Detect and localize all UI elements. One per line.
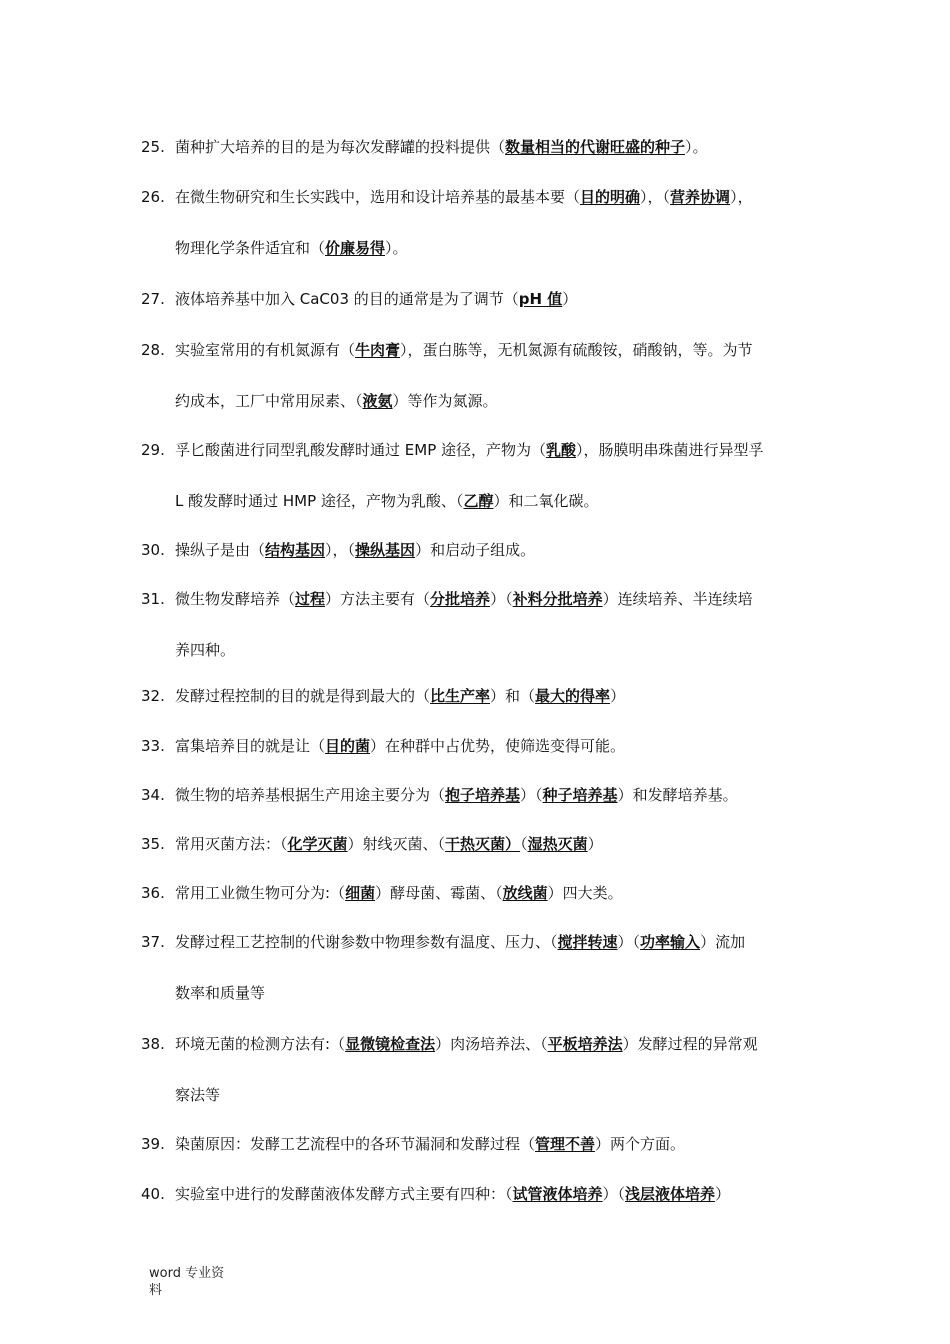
question-number: 26. bbox=[141, 188, 165, 206]
question-text: ）（ bbox=[617, 933, 641, 951]
question-text-line bbox=[175, 883, 623, 903]
question-number: 29. bbox=[141, 441, 165, 459]
question-text: ） bbox=[715, 1185, 731, 1203]
answer-text: 试管液体培养 bbox=[512, 1185, 603, 1203]
question-text: ）（ bbox=[490, 590, 513, 608]
answer-text: 补料分批培养 bbox=[512, 590, 603, 608]
question-text: ）和（ bbox=[490, 687, 536, 705]
question-text-line bbox=[175, 1034, 758, 1054]
question-item bbox=[141, 540, 821, 560]
question-number: 37. bbox=[141, 933, 165, 951]
question-text: ）流加 bbox=[700, 933, 746, 951]
question-text-line bbox=[175, 289, 577, 309]
answer-text: 操纵基因 bbox=[355, 541, 416, 559]
question-item bbox=[141, 1134, 821, 1154]
footer-note bbox=[149, 1265, 224, 1299]
question-text-line bbox=[175, 983, 265, 1003]
question-text: 察法等 bbox=[175, 1086, 221, 1104]
answer-text: 搅拌转速 bbox=[557, 933, 618, 951]
answer-text: 湿热灭菌 bbox=[527, 835, 588, 853]
question-text: ）。 bbox=[685, 138, 708, 156]
question-item bbox=[141, 589, 821, 660]
question-number: 36. bbox=[141, 884, 165, 902]
question-text: ）四大类。 bbox=[547, 884, 623, 902]
question-text: 富集培养目的就是让（ bbox=[175, 737, 326, 755]
question-item bbox=[141, 834, 821, 854]
question-text: 操纵子是由（ bbox=[175, 541, 266, 559]
question-text-line bbox=[175, 785, 738, 805]
question-text: ）连续培养、半连续培 bbox=[602, 590, 753, 608]
question-text: 常用灭菌方法：（ bbox=[175, 835, 288, 853]
answer-text: 营养协调 bbox=[670, 188, 731, 206]
question-text: ），蛋白胨等，无机氮源有硫酸铵，硝酸钠，等。为节 bbox=[400, 341, 753, 359]
answer-text: 目的明确 bbox=[580, 188, 641, 206]
question-text: 实验室中进行的发酵菌液体发酵方式主要有四种：（ bbox=[175, 1185, 513, 1203]
question-number: 32. bbox=[141, 687, 165, 705]
question-text-line bbox=[175, 187, 753, 207]
answer-text: 数量相当的代谢旺盛的种子 bbox=[505, 138, 686, 156]
question-text-line bbox=[175, 540, 535, 560]
question-text: ）方法主要有（ bbox=[325, 590, 431, 608]
question-item bbox=[141, 187, 821, 258]
answer-text: 结构基因 bbox=[265, 541, 326, 559]
question-text: ） bbox=[562, 290, 578, 308]
question-item bbox=[141, 785, 821, 805]
question-text-line bbox=[175, 686, 625, 706]
answer-text: 乙醇 bbox=[463, 492, 494, 510]
question-number: 38. bbox=[141, 1035, 165, 1053]
question-text-line bbox=[175, 137, 708, 157]
question-text-line bbox=[175, 589, 753, 609]
question-text-line bbox=[175, 238, 408, 258]
question-text-line bbox=[175, 1134, 685, 1154]
question-number: 39. bbox=[141, 1135, 165, 1153]
question-text-line bbox=[175, 932, 745, 952]
question-item bbox=[141, 1184, 821, 1204]
question-item bbox=[141, 440, 821, 511]
question-text: 常用工业微生物可分为:（ bbox=[175, 884, 346, 902]
answer-text: 液氨 bbox=[362, 392, 393, 410]
question-text: 环境无菌的检测方法有:（ bbox=[175, 1035, 346, 1053]
question-text-line bbox=[175, 1184, 730, 1204]
answer-text: 干热灭菌） bbox=[445, 835, 521, 853]
question-text: ），肠膜明串珠菌进行异型孚 bbox=[576, 441, 764, 459]
question-text: 在微生物研究和生长实践中，选用和设计培养基的最基本要（ bbox=[175, 188, 581, 206]
question-text-line bbox=[175, 736, 625, 756]
question-text-line bbox=[175, 640, 235, 660]
question-text: 孚匕酸菌进行同型乳酸发酵时通过 EMP 途径，产物为（ bbox=[175, 441, 547, 459]
answer-text: 化学灭菌 bbox=[287, 835, 348, 853]
answer-text: 价廉易得 bbox=[325, 239, 386, 257]
question-item bbox=[141, 736, 821, 756]
answer-text: 功率输入 bbox=[640, 933, 701, 951]
question-item bbox=[141, 137, 821, 157]
question-text: ）等作为氮源。 bbox=[392, 392, 498, 410]
answer-text: 乳酸 bbox=[546, 441, 577, 459]
question-text: ）两个方面。 bbox=[595, 1135, 686, 1153]
answer-text: 分批培养 bbox=[430, 590, 491, 608]
question-item bbox=[141, 289, 821, 309]
question-number: 35. bbox=[141, 835, 165, 853]
question-number: 30. bbox=[141, 541, 165, 559]
question-text: ）， bbox=[730, 188, 753, 206]
answer-text: 平板培养法 bbox=[547, 1035, 623, 1053]
question-text: 约成本，工厂中常用尿素、（ bbox=[175, 392, 363, 410]
question-item bbox=[141, 883, 821, 903]
answer-text: 管理不善 bbox=[535, 1135, 596, 1153]
question-text: 染菌原因：发酵工艺流程中的各环节漏洞和发酵过程（ bbox=[175, 1135, 536, 1153]
question-text: 物理化学条件适宜和（ bbox=[175, 239, 326, 257]
question-item bbox=[141, 1034, 821, 1105]
answer-text: 抱子培养基 bbox=[445, 786, 521, 804]
question-text: （ bbox=[520, 835, 528, 853]
question-text: L 酸发酵时通过 HMP 途径，产物为乳酸、（ bbox=[175, 492, 464, 510]
question-text: ）和二氧化碳。 bbox=[493, 492, 599, 510]
answer-text: 过程 bbox=[295, 590, 326, 608]
question-text: ） bbox=[610, 687, 626, 705]
question-text: 微生物的培养基根据生产用途主要分为（ bbox=[175, 786, 446, 804]
question-item bbox=[141, 686, 821, 706]
question-text: 菌种扩大培养的目的是为每次发酵罐的投料提供（ bbox=[175, 138, 506, 156]
question-text: ）发酵过程的异常观 bbox=[622, 1035, 758, 1053]
question-number: 25. bbox=[141, 138, 165, 156]
question-text: ）（ bbox=[520, 786, 543, 804]
question-text: ）。 bbox=[385, 239, 408, 257]
answer-text: 放线菌 bbox=[502, 884, 548, 902]
question-text: ）（ bbox=[602, 1185, 626, 1203]
question-text: 养四种。 bbox=[175, 641, 236, 659]
question-text: ）和发酵培养基。 bbox=[617, 786, 738, 804]
question-text-line bbox=[175, 1085, 220, 1105]
question-text: ）肉汤培养法、（ bbox=[435, 1035, 548, 1053]
question-text-line bbox=[175, 834, 603, 854]
question-text-line bbox=[175, 491, 598, 511]
answer-text: pH 值 bbox=[518, 290, 563, 308]
question-text-line bbox=[175, 440, 764, 460]
question-text: ）酵母菌、霉菌、（ bbox=[375, 884, 503, 902]
question-text: ）在种群中占优势，使筛选变得可能。 bbox=[370, 737, 626, 755]
answer-text: 种子培养基 bbox=[542, 786, 618, 804]
question-text: 实验室常用的有机氮源有（ bbox=[175, 341, 356, 359]
answer-text: 牛肉膏 bbox=[355, 341, 401, 359]
question-text: 液体培养基中加入 CaC03 的目的通常是为了调节（ bbox=[175, 290, 519, 308]
answer-text: 显微镜检查法 bbox=[345, 1035, 436, 1053]
question-text: ），（ bbox=[640, 188, 671, 206]
question-text: 数率和质量等 bbox=[175, 984, 266, 1002]
footer-line: 料 bbox=[149, 1283, 163, 1298]
question-number: 33. bbox=[141, 737, 165, 755]
question-number: 31. bbox=[141, 590, 165, 608]
question-number: 28. bbox=[141, 341, 165, 359]
question-text-line bbox=[175, 340, 753, 360]
question-number: 40. bbox=[141, 1185, 165, 1203]
question-text: ），（ bbox=[325, 541, 356, 559]
question-number: 34. bbox=[141, 786, 165, 804]
answer-text: 目的菌 bbox=[325, 737, 371, 755]
question-text: ）和启动子组成。 bbox=[415, 541, 536, 559]
question-text: 发酵过程工艺控制的代谢参数中物理参数有温度、压力、（ bbox=[175, 933, 558, 951]
question-item bbox=[141, 340, 821, 411]
question-number: 27. bbox=[141, 290, 165, 308]
question-text: ）射线灭菌、（ bbox=[347, 835, 446, 853]
question-item bbox=[141, 932, 821, 1003]
answer-text: 细菌 bbox=[345, 884, 376, 902]
question-text-line bbox=[175, 391, 498, 411]
answer-text: 最大的得率 bbox=[535, 687, 611, 705]
question-text: ） bbox=[587, 835, 603, 853]
footer-line: word 专业资 bbox=[149, 1266, 225, 1281]
answer-text: 比生产率 bbox=[430, 687, 491, 705]
question-text: 发酵过程控制的目的就是得到最大的（ bbox=[175, 687, 431, 705]
answer-text: 浅层液体培养 bbox=[625, 1185, 716, 1203]
question-text: 微生物发酵培养（ bbox=[175, 590, 296, 608]
